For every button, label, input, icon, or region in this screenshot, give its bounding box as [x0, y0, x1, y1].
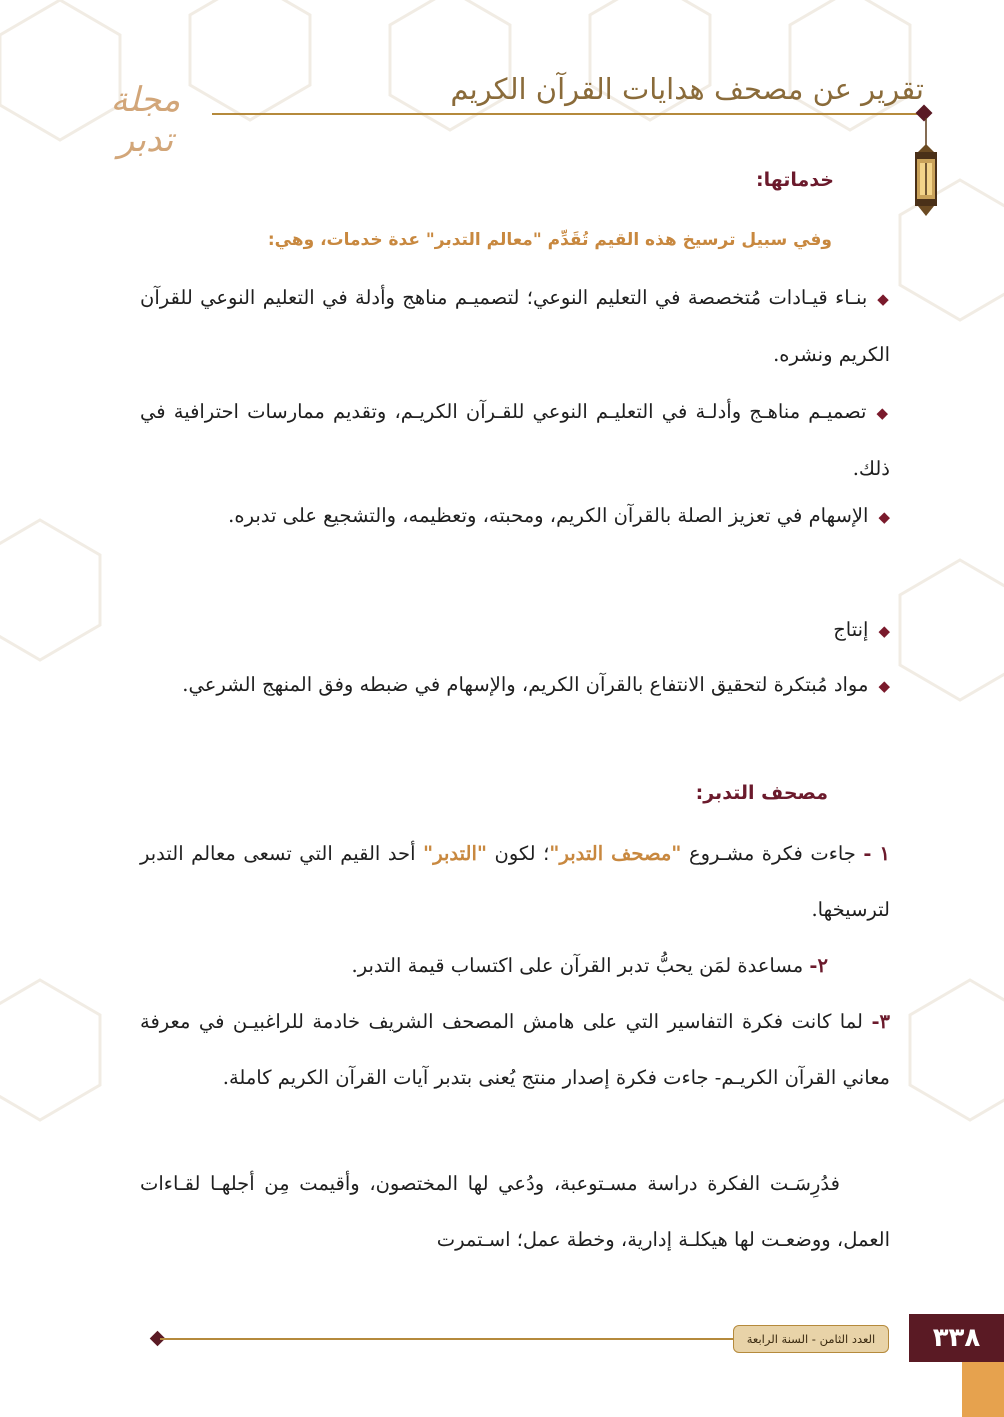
numbered-item-1	[140, 826, 890, 938]
bullet-diamond-icon: ◆	[878, 677, 890, 695]
bullet-diamond-icon: ◆	[877, 290, 890, 308]
bullet-text: الإسهام في تعزيز الصلة بالقرآن الكريم، ومحبته، وتعظيمه، والتشجيع على تدبره.	[228, 504, 869, 527]
item-number: ٢-	[809, 954, 828, 977]
services-intro: وفي سبيل ترسيخ هذه القيم تُقَدِّم "معالم التدبر" عدة خدمات، وهي:	[267, 230, 832, 250]
bullet-item	[140, 488, 890, 545]
logo-text: مجلة تدبر	[110, 80, 181, 160]
mushaf-heading: مصحف التدبر:	[695, 782, 828, 804]
footer-divider	[160, 1338, 734, 1340]
closing-paragraph: فدُرِسَـت الفكرة دراسة مسـتوعبة، ودُعي لها المختصون، وأقيمت مِن أجلهـا لقـاءات العمل، ووضعـت لها هيكلـة إدارية، وخطة عمل؛ اسـتمرت	[140, 1172, 890, 1251]
bullet-text: بنـاء قيـادات مُتخصصة في التعليم النوعي؛ لتصميـم مناهج وأدلة في التعليم النوعي للقرآن الكريم ونشره.	[140, 286, 890, 366]
item-text: ؛ لكون	[494, 842, 550, 865]
bullet-diamond-icon: ◆	[878, 508, 890, 526]
services-heading: خدماتها:	[756, 169, 834, 191]
bullet-item	[140, 384, 890, 497]
bullet-item	[140, 270, 890, 383]
item-text: جاءت فكرة مشـروع	[688, 842, 856, 865]
item-number: ١ -	[863, 842, 890, 865]
header-divider	[212, 113, 926, 115]
highlight-term: "مصحف التدبر"	[549, 842, 682, 865]
numbered-item-2	[128, 938, 828, 994]
highlight-term: "التدبر"	[423, 842, 488, 865]
bullet-item	[140, 657, 890, 714]
lantern-icon	[906, 118, 946, 228]
numbered-item-3	[140, 994, 890, 1106]
item-text: لما كانت فكرة التفاسير التي على هامش المصحف الشريف خادمة للراغبيـن في معرفة معاني القرآن الكريـم- جاءت فكرة إصدار منتج يُعنى بتدبر آيات القرآن الكريم كاملة.	[140, 1010, 890, 1089]
bullet-text: تصميـم مناهـج وأدلـة في التعليـم النوعي للقـرآن الكريـم، وتقديم ممارسات احترافية في ذلك.	[140, 400, 890, 480]
header-title: تقرير عن مصحف هدايات القرآن الكريم	[450, 72, 924, 106]
bullet-diamond-icon: ◆	[876, 404, 890, 422]
page-number: ٣٣٨	[909, 1314, 1004, 1362]
bullet-item	[140, 602, 890, 659]
item-number: ٣-	[871, 1010, 891, 1033]
bullet-text: مواد مُبتكرة لتحقيق الانتفاع بالقرآن الكريم، والإسهام في ضبطه وفق المنهج الشرعي.	[182, 673, 869, 696]
magazine-logo	[78, 70, 213, 160]
issue-badge: العدد الثامن - السنة الرابعة	[733, 1325, 889, 1353]
item-text: أحد القيم التي تسعى معالم التدبر لترسيخها.	[140, 842, 890, 921]
bullet-diamond-icon: ◆	[878, 622, 890, 640]
orange-edge-bar	[962, 1362, 1004, 1417]
item-text: مساعدة لمَن يحبُّ تدبر القرآن على اكتساب قيمة التدبر.	[351, 954, 804, 977]
bullet-text: إنتاج	[833, 618, 869, 641]
